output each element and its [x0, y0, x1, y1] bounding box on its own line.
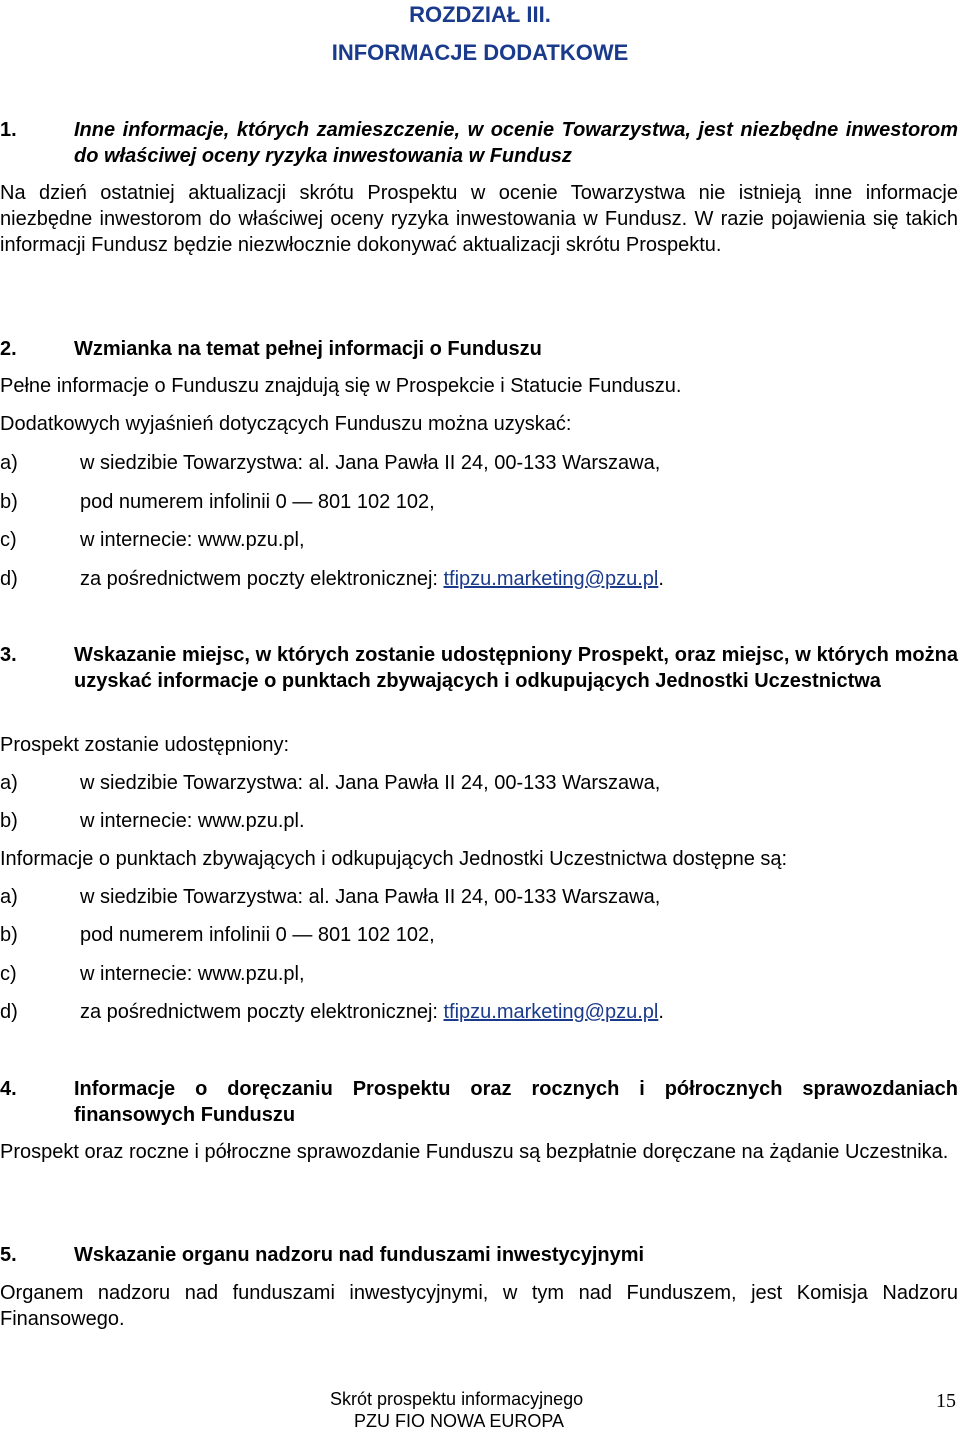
chapter-subtitle: INFORMACJE DODATKOWE: [331, 40, 629, 65]
footer-line-1: Skrót prospektu informacyjnego: [330, 1389, 584, 1409]
list-suffix: .: [658, 1001, 664, 1023]
section-number: 3.: [0, 644, 17, 666]
list-letter: b): [0, 810, 18, 832]
paragraph: Informacje o punktach zbywających i odkupujących Jednostki Uczestnictwa dostępne są:: [0, 848, 788, 870]
list-letter: d): [0, 568, 18, 590]
section-body: Prospekt oraz roczne i półroczne sprawozdanie Funduszu są bezpłatnie doręczane na żądanie Uczestnika.: [0, 1141, 949, 1163]
paragraph: Prospekt zostanie udostępniony:: [0, 734, 290, 756]
list-letter: a): [0, 886, 18, 908]
list-text: w internecie: www.pzu.pl,: [80, 963, 305, 985]
section-title: Wskazanie organu nadzoru nad funduszami inwestycyjnymi: [74, 1244, 645, 1266]
list-text: za pośrednictwem poczty elektronicznej:: [80, 1001, 444, 1023]
section-number: 5.: [0, 1244, 17, 1266]
chapter-title: ROZDZIAŁ III.: [409, 2, 551, 27]
list-text: w internecie: www.pzu.pl,: [80, 529, 305, 551]
section-title: Wzmianka na temat pełnej informacji o Funduszu: [74, 338, 542, 360]
section-title: Wskazanie miejsc, w których zostanie udostępniony Prospekt, oraz miejsc, w których można uzyskać informacje o punktach zbywających i odkupujących Jednostki Uczestnictwa: [74, 644, 958, 692]
list-text: za pośrednictwem poczty elektronicznej:: [80, 568, 444, 590]
email-link[interactable]: tfipzu.marketing@pzu.pl: [443, 1001, 659, 1023]
section-number: 4.: [0, 1078, 17, 1100]
list-letter: a): [0, 772, 18, 794]
section-title: Inne informacje, których zamieszczenie, w ocenie Towarzystwa, jest niezbędne inwestorom do właściwej oceny ryzyka inwestowania w Fundusz: [74, 119, 958, 167]
page-number: 15: [936, 1390, 956, 1412]
list-text: pod numerem infolinii 0 — 801 102 102,: [80, 491, 435, 513]
list-text: w siedzibie Towarzystwa: al. Jana Pawła II 24, 00-133 Warszawa,: [80, 886, 661, 908]
list-suffix: .: [658, 568, 664, 590]
paragraph: Dodatkowych wyjaśnień dotyczących Funduszu można uzyskać:: [0, 413, 572, 435]
list-letter: b): [0, 924, 18, 946]
list-text: w siedzibie Towarzystwa: al. Jana Pawła II 24, 00-133 Warszawa,: [80, 772, 661, 794]
list-text: w internecie: www.pzu.pl.: [80, 810, 305, 832]
list-text: w siedzibie Towarzystwa: al. Jana Pawła II 24, 00-133 Warszawa,: [80, 452, 661, 474]
section-body: Organem nadzoru nad funduszami inwestycyjnymi, w tym nad Funduszem, jest Komisja Nadzoru Finansowego.: [0, 1282, 958, 1330]
footer-line-2: PZU FIO NOWA EUROPA: [354, 1411, 565, 1431]
list-text: pod numerem infolinii 0 — 801 102 102,: [80, 924, 435, 946]
email-link[interactable]: tfipzu.marketing@pzu.pl: [443, 568, 659, 590]
section-title: Informacje o doręczaniu Prospektu oraz rocznych i półrocznych sprawozdaniach finansowych Funduszu: [74, 1078, 958, 1126]
list-letter: a): [0, 452, 18, 474]
section-number: 1.: [0, 119, 17, 141]
section-body: Na dzień ostatniej aktualizacji skrótu Prospektu w ocenie Towarzystwa nie istnieją inne informacje niezbędne inwestorom do właściwej oceny ryzyka inwestowania w Fundusz. W razie pojawienia się takich informacji Fundusz będzie niezwłocznie dokonywać aktualizacji skrótu Prospektu.: [0, 182, 958, 256]
list-letter: b): [0, 491, 18, 513]
paragraph: Pełne informacje o Funduszu znajdują się w Prospekcie i Statucie Funduszu.: [0, 375, 682, 397]
list-letter: c): [0, 963, 17, 985]
list-letter: c): [0, 529, 17, 551]
section-number: 2.: [0, 338, 17, 360]
list-letter: d): [0, 1001, 18, 1023]
